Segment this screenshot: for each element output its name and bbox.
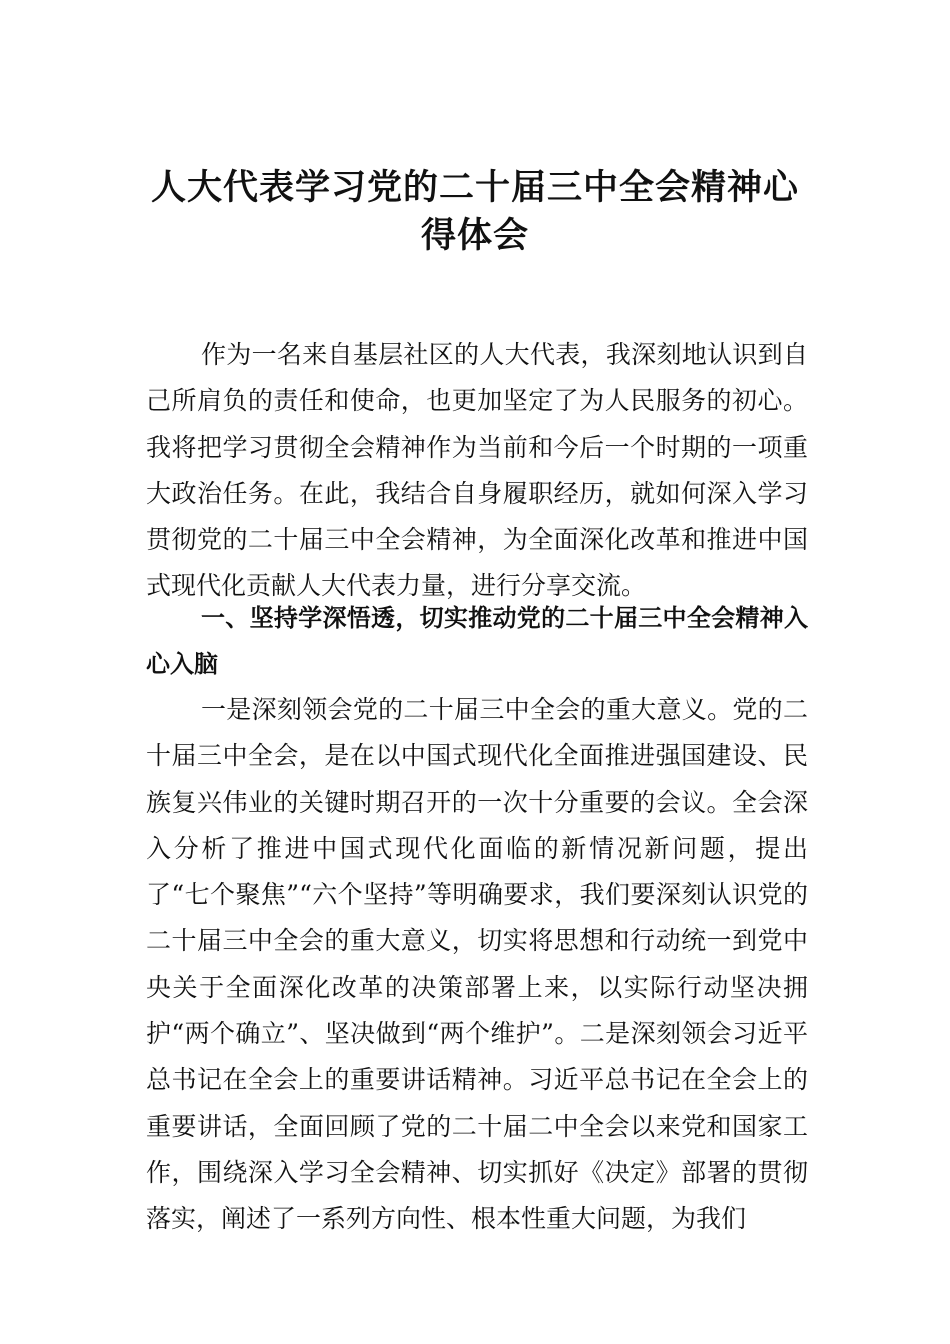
document-title-line-1: 人大代表学习党的二十届三中全会精神心 — [150, 167, 799, 208]
section-1-paragraph: 一是深刻领会党的二十届三中全会的重大意义。党的二十届三中全会，是在以中国式现代化全面推进强国建设、民族复兴伟业的关键时期召开的一次十分重要的会议。全会深入分析了推进中国式现代化面临的新情况新问题，提出了“七个聚焦”“六个坚持”等明确要求，我们要深刻认识党的二十届三中全会的重大意义，切实将思想和行动统一到党中央关于全面深化改革的决策部署上来，以实际行动坚决拥护“两个确立”、坚决做到“两个维护”。二是深刻领会习近平总书记在全会上的重要讲话精神。习近平总书记在全会上的重要讲话，全面回顾了党的二十届二中全会以来党和国家工作，围绕深入学习全会精神、切实抓好《决定》部署的贯彻落实，阐述了一系列方向性、根本性重大问题，为我们 — [146, 695, 808, 1234]
document-title-line-2: 得体会 — [420, 215, 529, 256]
intro-paragraph: 作为一名来自基层社区的人大代表，我深刻地认识到自己所肩负的责任和使命，也更加坚定了为人民服务的初心。我将把学习贯彻全会精神作为当前和今后一个时期的一项重大政治任务。在此，我结合自身履职经历，就如何深入学习贯彻党的二十届三中全会精神，为全面深化改革和推进中国式现代化贡献人大代表力量，进行分享交流。 — [146, 340, 808, 601]
section-1-heading: 一、坚持学深悟透，切实推动党的二十届三中全会精神入心入脑 — [146, 604, 808, 678]
